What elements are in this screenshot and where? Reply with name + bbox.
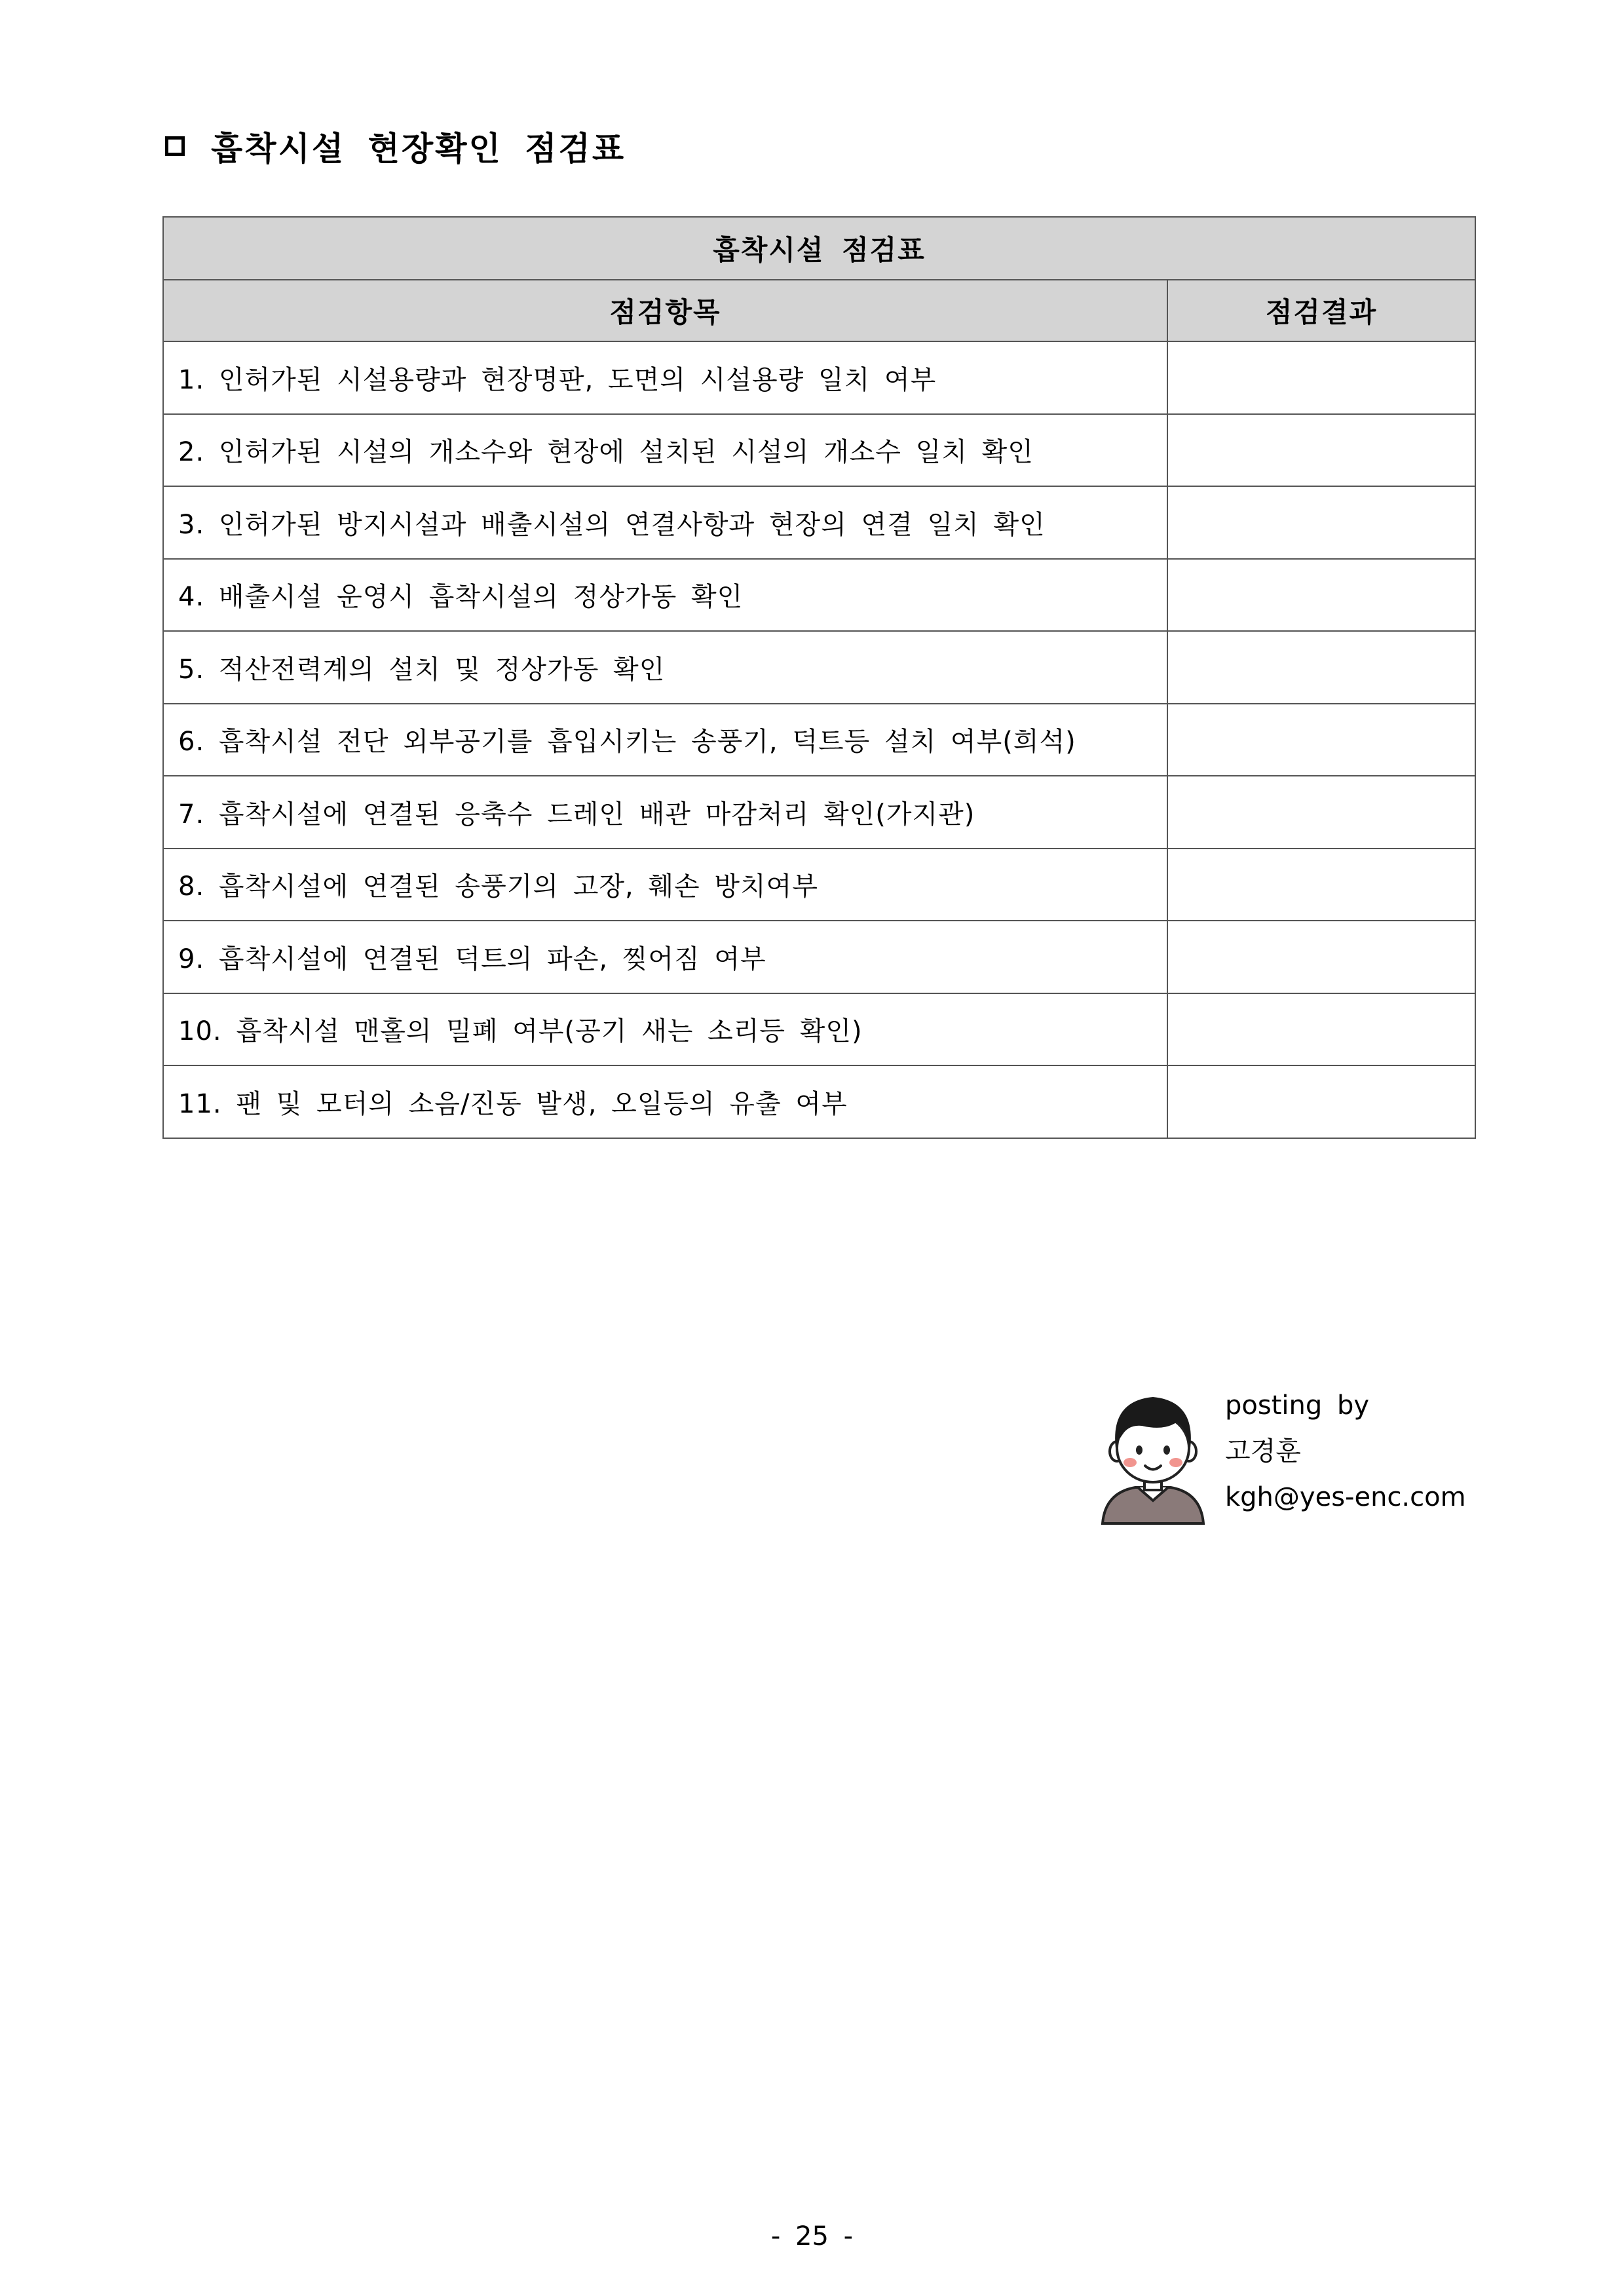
table-row <box>163 559 1475 632</box>
result-cell[interactable] <box>1167 776 1475 849</box>
check-item: 4. 배출시설 운영시 흡착시설의 정상가동 확인 <box>163 559 1167 632</box>
table-row <box>163 486 1475 559</box>
column-header-result: 점검결과 <box>1167 280 1475 341</box>
check-item: 8. 흡착시설에 연결된 송풍기의 고장, 훼손 방치여부 <box>163 849 1167 921</box>
check-item: 10. 흡착시설 맨홀의 밀폐 여부(공기 새는 소리등 확인) <box>163 993 1167 1066</box>
table-caption: 흡착시설 점검표 <box>163 217 1475 280</box>
result-cell[interactable] <box>1167 1065 1475 1138</box>
result-cell[interactable] <box>1167 341 1475 414</box>
check-item: 9. 흡착시설에 연결된 덕트의 파손, 찢어짐 여부 <box>163 921 1167 993</box>
table-row <box>163 414 1475 487</box>
result-cell[interactable] <box>1167 849 1475 921</box>
table-caption-row <box>163 217 1475 280</box>
result-cell[interactable] <box>1167 414 1475 487</box>
posting-by-label: posting by <box>1225 1390 1370 1421</box>
page-title: 흡착시설 현장확인 점검표 <box>211 130 626 168</box>
check-item: 6. 흡착시설 전단 외부공기를 흡입시키는 송풍기, 덕트등 설치 여부(희석) <box>163 704 1167 776</box>
page-number: - 25 - <box>770 2221 854 2251</box>
checkbox-bullet-icon <box>165 136 185 156</box>
check-item: 3. 인허가된 방지시설과 배출시설의 연결사항과 현장의 연결 일치 확인 <box>163 486 1167 559</box>
author-name: 고경훈 <box>1225 1436 1301 1466</box>
inspection-table <box>162 216 1476 1139</box>
result-cell[interactable] <box>1167 993 1475 1066</box>
table-row <box>163 1065 1475 1138</box>
check-item: 5. 적산전력계의 설치 및 정상가동 확인 <box>163 631 1167 704</box>
result-cell[interactable] <box>1167 559 1475 632</box>
result-cell[interactable] <box>1167 486 1475 559</box>
check-item: 7. 흡착시설에 연결된 응축수 드레인 배관 마감처리 확인(가지관) <box>163 776 1167 849</box>
result-cell[interactable] <box>1167 704 1475 776</box>
poster-signature <box>1091 1383 1484 1527</box>
check-item: 1. 인허가된 시설용량과 현장명판, 도면의 시설용량 일치 여부 <box>163 341 1167 414</box>
result-cell[interactable] <box>1167 631 1475 704</box>
table-row <box>163 631 1475 704</box>
table-header-row <box>163 280 1475 341</box>
table-row <box>163 849 1475 921</box>
column-header-item: 점검항목 <box>163 280 1167 341</box>
avatar-boy-icon <box>1091 1383 1215 1527</box>
table-row <box>163 704 1475 776</box>
table-row <box>163 993 1475 1066</box>
result-cell[interactable] <box>1167 921 1475 993</box>
table-row <box>163 341 1475 414</box>
check-item: 2. 인허가된 시설의 개소수와 현장에 설치된 시설의 개소수 일치 확인 <box>163 414 1167 487</box>
author-email[interactable]: kgh@yes-enc.com <box>1225 1482 1466 1512</box>
check-item: 11. 팬 및 모터의 소음/진동 발생, 오일등의 유출 여부 <box>163 1065 1167 1138</box>
table-row <box>163 776 1475 849</box>
table-row <box>163 921 1475 993</box>
section-heading <box>165 123 626 169</box>
